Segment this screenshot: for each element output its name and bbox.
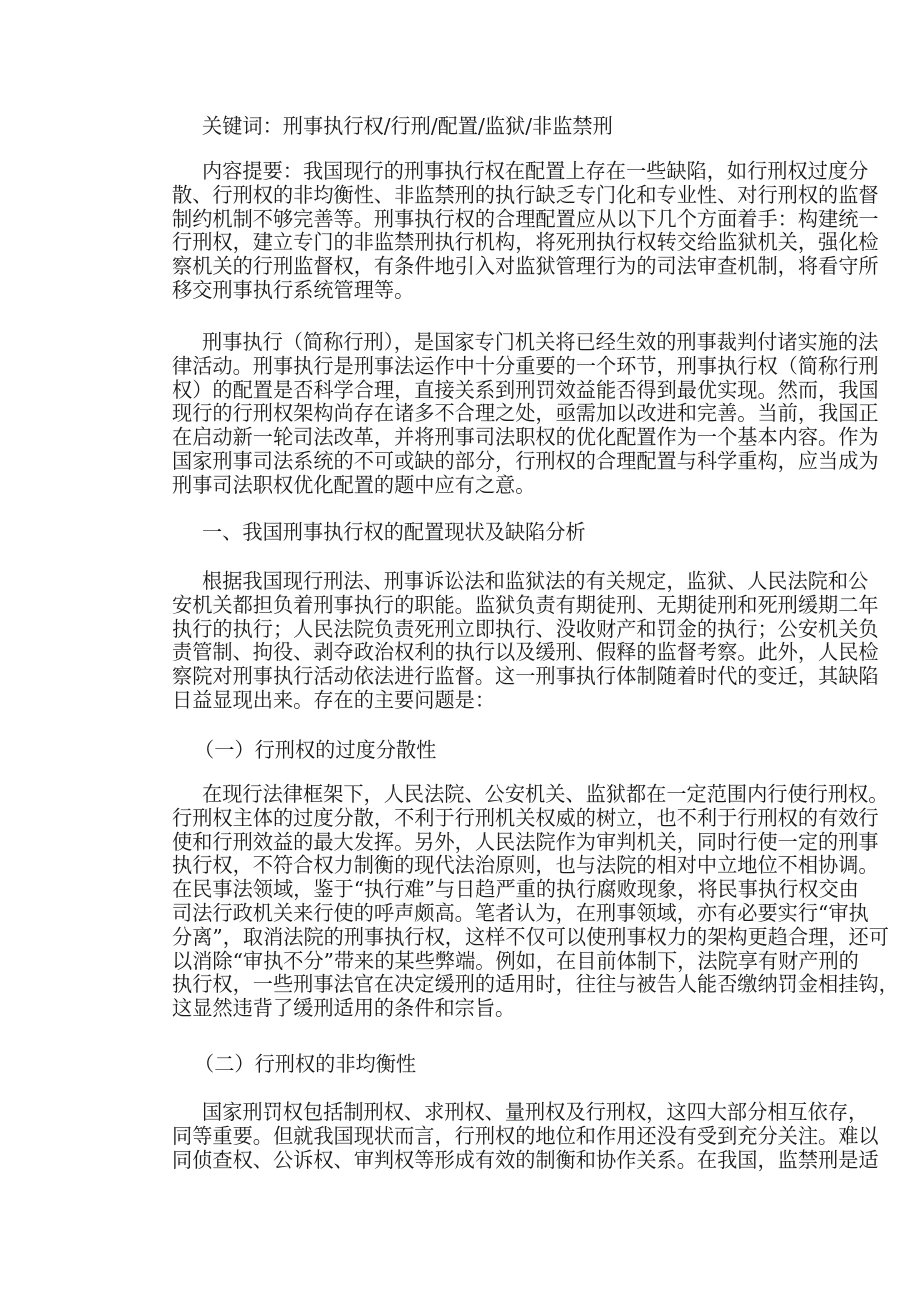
text-line: 司法行政机关来行使的呼声颇高。笔者认为，在刑事领域，亦有必要实行“审执: [172, 900, 869, 925]
text-line: 在启动新一轮司法改革，并将刑事司法职权的优化配置作为一个基本内容。作为: [172, 425, 879, 450]
text-line: 在现行法律框架下，人民法院、公安机关、监狱都在一定范围内行使行刑权。: [202, 782, 889, 806]
subsection1-paragraph: [172, 782, 899, 1021]
text-line: 行刑权主体的过度分散，不利于行刑机关权威的树立，也不利于行刑权的有效行: [172, 805, 879, 830]
text-line: 移交刑事执行系统管理等。: [172, 277, 415, 302]
text-line: 察机关的行刑监督权，有条件地引入对监狱管理行为的司法审查机制，将看守所: [172, 254, 879, 279]
text-line: 以消除“审执不分”带来的某些弊端。例如，在目前体制下，法院享有财产刑的: [172, 948, 859, 973]
abstract-paragraph: [172, 159, 879, 303]
section-heading: 一、我国刑事执行权的配置现状及缺陷分析: [202, 520, 586, 544]
text-line: 执行的执行；人民法院负责死刑立即执行、没收财产和罚金的执行；公安机关负: [172, 616, 879, 641]
text-line: 使和行刑效益的最大发挥。另外，人民法院作为审判机关，同时行使一定的刑事: [172, 829, 879, 854]
text-line: 刑事执行（简称行刑），是国家专门机关将已经生效的刑事裁判付诸实施的法: [202, 330, 879, 354]
text-line: 权）的配置是否科学合理，直接关系到刑罚效益能否得到最优实现。然而，我国: [172, 377, 879, 402]
text-line: 执行权，不符合权力制衡的现代法治原则，也与法院的相对中立地位不相协调。: [172, 853, 879, 878]
text-line: 同等重要。但就我国现状而言，行刑权的地位和作用还没有受到充分关注。难以: [172, 1123, 879, 1148]
text-line: 国家刑罚权包括制刑权、求刑权、量刑权及行刑权，这四大部分相互依存，: [202, 1100, 869, 1124]
keywords: 关键词：刑事执行权/行刑/配置/监狱/非监禁刑: [202, 114, 613, 138]
intro-paragraph: [172, 330, 879, 498]
text-line: 安机关都担负着刑事执行的职能。监狱负责有期徒刑、无期徒刑和死刑缓期二年: [172, 592, 879, 617]
text-line: 执行权，一些刑事法官在决定缓刑的适用时，往往与被告人能否缴纳罚金相挂钩，: [172, 972, 899, 997]
subsection-heading: （二）行刑权的非均衡性: [194, 1052, 417, 1076]
section1-paragraph: [172, 569, 879, 713]
text-line: 这显然违背了缓刑适用的条件和宗旨。: [172, 996, 516, 1021]
text-line: 根据我国现行刑法、刑事诉讼法和监狱法的有关规定，监狱、人民法院和公: [202, 569, 869, 593]
text-line: 刑事司法职权优化配置的题中应有之意。: [172, 472, 536, 497]
text-line: 责管制、拘役、剥夺政治权利的执行以及缓刑、假释的监督考察。此外，人民检: [172, 640, 879, 665]
text-line: 同侦查权、公诉权、审判权等形成有效的制衡和协作关系。在我国，监禁刑是适: [172, 1147, 879, 1172]
text-line: 在民事法领域，鉴于“执行难”与日趋严重的执行腐败现象，将民事执行权交由: [172, 877, 859, 902]
text-line: 分离”，取消法院的刑事执行权，这样不仅可以使刑事权力的架构更趋合理，还可: [172, 924, 889, 949]
text-line: 行刑权，建立专门的非监禁刑执行机构，将死刑执行权转交给监狱机关，强化检: [172, 230, 879, 255]
text-line: 律活动。刑事执行是刑事法运作中十分重要的一个环节，刑事执行权（简称行刑: [172, 353, 879, 378]
text-line: 日益显现出来。存在的主要问题是：: [172, 687, 496, 712]
text-line: 散、行刑权的非均衡性、非监禁刑的执行缺乏专门化和专业性、对行刑权的监督: [172, 182, 879, 207]
text-line: 现行的行刑权架构尚存在诸多不合理之处，亟需加以改进和完善。当前，我国正: [172, 401, 879, 426]
subsection-heading: （一）行刑权的过度分散性: [194, 738, 437, 762]
text-line: 制约机制不够完善等。刑事执行权的合理配置应从以下几个方面着手：构建统一: [172, 206, 879, 231]
text-line: 察院对刑事执行活动依法进行监督。这一刑事执行体制随着时代的变迁，其缺陷: [172, 664, 879, 689]
text-line: 内容提要：我国现行的刑事执行权在配置上存在一些缺陷，如行刑权过度分: [202, 159, 869, 183]
subsection2-paragraph: [172, 1100, 879, 1172]
text-line: 国家刑事司法系统的不可或缺的部分，行刑权的合理配置与科学重构，应当成为: [172, 448, 879, 473]
